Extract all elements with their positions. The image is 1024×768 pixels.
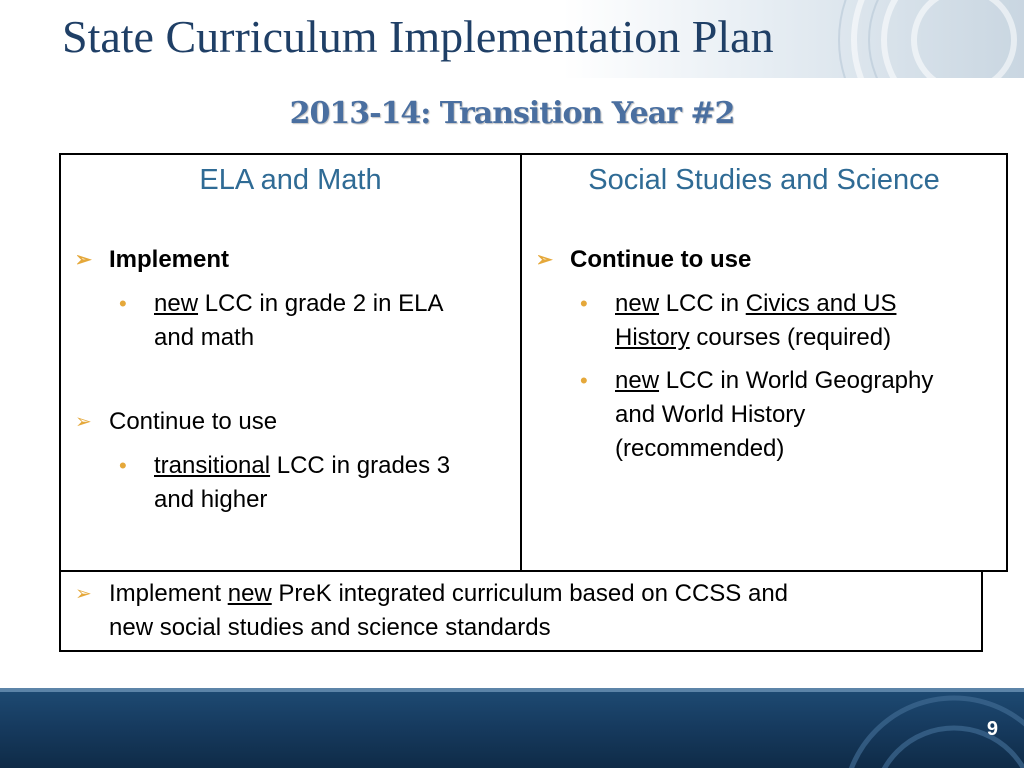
- page-number: 9: [986, 718, 998, 740]
- globe-decoration-icon: [704, 688, 1024, 768]
- list-item: ➢ Continue to use: [109, 405, 277, 439]
- dot-bullet-icon: •: [580, 291, 588, 316]
- footer-band: [0, 688, 1024, 768]
- column-heading: ELA and Math: [199, 164, 382, 196]
- list-item: • new LCC in grade 2 in ELA and math: [154, 287, 514, 355]
- list-item: • transitional LCC in grades 3 and higher: [154, 449, 514, 517]
- page-subtitle: 2013-14: Transition Year #2: [289, 96, 735, 131]
- column-heading: Social Studies and Science: [588, 164, 940, 196]
- social-studies-science-column: [520, 153, 1008, 572]
- page-title: State Curriculum Implementation Plan: [62, 11, 774, 62]
- arrow-bullet-icon: ➢: [75, 411, 92, 433]
- arrow-bullet-icon: ➢: [536, 249, 553, 271]
- list-item: ➢ Continue to use: [570, 243, 751, 277]
- prek-summary-box: [59, 570, 983, 652]
- ela-math-column: [59, 153, 522, 572]
- list-item: • new LCC in World Geography and World History (recommended): [615, 364, 1000, 466]
- list-item: ➢ Implement: [109, 243, 229, 277]
- list-item: ➢ Implement new PreK integrated curriculum based on CCSS and new social studies and science standards: [109, 577, 969, 645]
- dot-bullet-icon: •: [580, 368, 588, 393]
- arrow-bullet-icon: ➢: [75, 249, 92, 271]
- arrow-bullet-icon: ➢: [75, 583, 92, 605]
- dot-bullet-icon: •: [119, 291, 127, 316]
- dot-bullet-icon: •: [119, 453, 127, 478]
- footer-divider: [0, 688, 1024, 692]
- list-item: • new LCC in Civics and US History courses (required): [615, 287, 1000, 355]
